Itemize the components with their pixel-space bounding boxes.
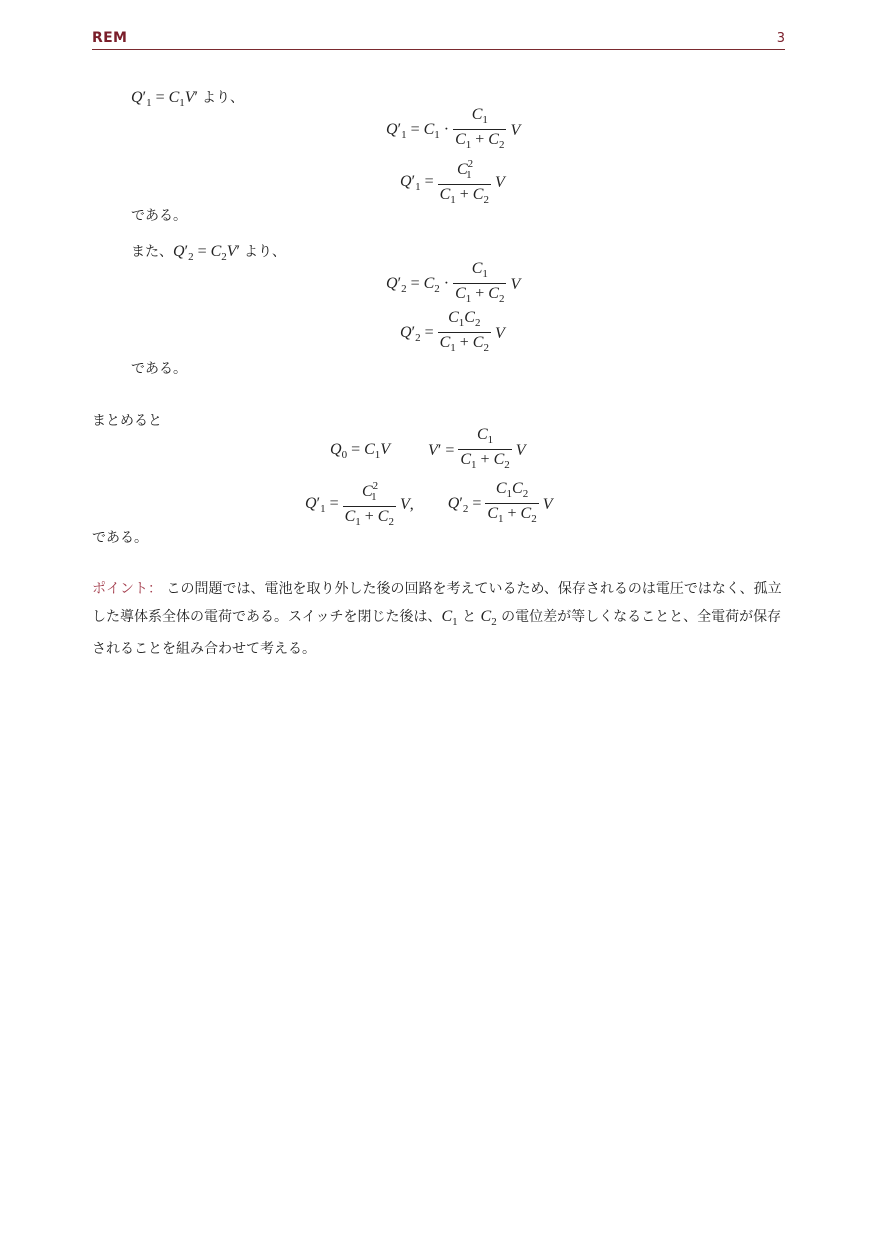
yori-text: より、 [202,90,245,106]
summary-equation-row1: $Q_0 = C_1V$ V′ = $\frac{C_1}{C_1 + C_2}$ V [330,426,526,475]
point-body: この問題では、電池を取り外した後の回路を考えているため、保存されるのは電圧ではなく、孤立した導体系全体の電荷である。スイッチを閉じた後は、 [92,581,782,625]
intro-q2-line: また、$Q'_2 = C_2V'$ より、 [131,243,287,263]
page-number: 3 [776,31,785,46]
point-paragraph: ポイント： この問題では、電池を取り外した後の回路を考えているため、保存されるのは電圧ではなく、孤立した導体系全体の電荷である。スイッチを閉じた後は、$C_1$ と $C_2$ の電位差が等しくなることと、全電荷が保存されることを組み合わせて考える。 [92,581,782,657]
mata-text: また、 [131,244,173,260]
header-title: REM [92,30,128,46]
equation-q2-step1: $Q'_2 = C_2$ · $\frac{C_1}{C_1 + C_2}$ V [386,260,520,309]
page-header [92,30,785,50]
summary-intro: まとめると [92,413,162,429]
dearu-text-3: である。 [92,530,148,546]
yori-text-2: より、 [244,244,287,260]
equation-q1-step1: $Q'_1 = C_1$ · $\frac{C_1}{C_1 + C_2}$ V [386,106,520,155]
summary-equation-row2: $Q'_1$ = $\frac{C^2_1}{C_1 + C_2}$ V, $Q'_2$ = $\frac{C_1C_2}{C_1 + C_2}$ V [305,477,553,532]
dearu-text-2: である。 [131,361,187,377]
point-label: ポイント： [92,581,162,597]
point-and: と [462,609,477,625]
equation-q1-step2: $Q'_1$ = $\frac{C^2_1}{C_1 + C_2}$ V [400,155,505,210]
intro-q1-line: $Q'_1 = C_1V'$ より、 [131,89,245,109]
dearu-text-1: である。 [131,208,187,224]
equation-q2-step2: $Q'_2$ = $\frac{C_1C_2}{C_1 + C_2}$ V [400,309,505,358]
point-tail: の電位差が等しくなることと、全電荷が保存されることを組み合わせて考える。 [92,609,782,657]
